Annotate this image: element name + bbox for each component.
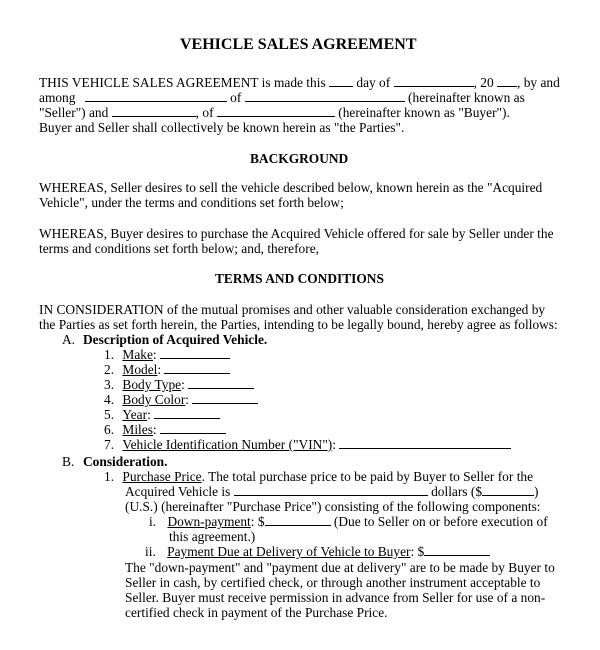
vehicle-vin-row: 7. Vehicle Identification Number ("VIN"):	[104, 437, 511, 452]
body-color-blank[interactable]	[192, 392, 258, 404]
miles-blank[interactable]	[160, 422, 226, 434]
whereas-seller-line-1: WHEREAS, Seller desires to sell the vehicle described below, known herein as the "Acquired	[39, 180, 543, 195]
body-type-blank[interactable]	[188, 377, 254, 389]
make-blank[interactable]	[160, 347, 230, 359]
payment-terms-line-1: The "down-payment" and "payment due at delivery" are to be made by Buyer to	[125, 560, 555, 575]
background-heading: BACKGROUND	[250, 151, 349, 166]
purchase-price-line-3: (U.S.) (hereinafter "Purchase Price") consisting of the following components:	[125, 499, 541, 514]
section-a-heading: Description of Acquired Vehicle.	[83, 332, 268, 347]
section-b-letter: B.	[62, 454, 75, 469]
purchase-price-line-2: Acquired Vehicle is dollars ($ )	[125, 484, 539, 499]
consideration-line-2: the Parties as set forth herein, the Parties, intending to be legally bound, hereby agree as follows:	[39, 317, 558, 332]
document-title: VEHICLE SALES AGREEMENT	[180, 36, 417, 53]
day-blank[interactable]	[329, 75, 353, 87]
whereas-buyer-line-2: terms and conditions set forth below; and, therefore,	[39, 241, 320, 256]
buyer-address-blank[interactable]	[217, 105, 335, 117]
whereas-buyer-line-1: WHEREAS, Buyer desires to purchase the Acquired Vehicle offered for sale by Seller under the	[39, 226, 554, 241]
vehicle-body-color-row: 4. Body Color:	[104, 392, 258, 407]
consideration-line-1: IN CONSIDERATION of the mutual promises and other valuable consideration exchanged by	[39, 302, 546, 317]
purchase-price-line-1: 1. Purchase Price. The total purchase price to be paid by Buyer to Seller for the	[104, 469, 534, 484]
vehicle-make-row: 1. Make:	[104, 347, 230, 362]
year-field-blank[interactable]	[154, 407, 220, 419]
payment-terms-line-2: Seller in cash, by certified check, or through another instrument acceptable to	[125, 575, 541, 590]
whereas-seller-line-2: Vehicle", under the terms and conditions set forth below;	[39, 195, 344, 210]
intro-line-2: among of (hereinafter known as	[39, 90, 525, 105]
model-blank[interactable]	[164, 362, 230, 374]
intro-line-3: "Seller") and , of (hereinafter known as "Buyer").	[39, 105, 510, 120]
delivery-payment-line: ii. Payment Due at Delivery of Vehicle to Buyer: $	[145, 544, 490, 559]
vin-blank[interactable]	[339, 437, 511, 449]
intro-line-4: Buyer and Seller shall collectively be known herein as "the Parties".	[39, 120, 405, 135]
seller-name-blank[interactable]	[85, 90, 227, 102]
vehicle-miles-row: 6. Miles:	[104, 422, 226, 437]
month-blank[interactable]	[394, 75, 474, 87]
down-payment-line-1: i. Down-payment: $ (Due to Seller on or before execution of	[149, 514, 548, 529]
vehicle-body-type-row: 3. Body Type:	[104, 377, 254, 392]
down-payment-line-2: this agreement.)	[169, 529, 256, 544]
down-payment-blank[interactable]	[265, 514, 331, 526]
payment-terms-line-4: certified check in payment of the Purchase Price.	[125, 605, 388, 620]
seller-address-blank[interactable]	[245, 90, 405, 102]
price-amount-blank[interactable]	[482, 484, 534, 496]
vehicle-model-row: 2. Model:	[104, 362, 230, 377]
terms-heading: TERMS AND CONDITIONS	[215, 271, 384, 286]
intro-line-1: THIS VEHICLE SALES AGREEMENT is made this day of , 20 , by and	[39, 75, 560, 90]
buyer-name-blank[interactable]	[112, 105, 196, 117]
vehicle-year-row: 5. Year:	[104, 407, 220, 422]
price-words-blank[interactable]	[234, 484, 428, 496]
year-blank[interactable]	[497, 75, 517, 87]
payment-terms-line-3: Seller. Buyer must receive permission in advance from Seller for use of a non-	[125, 590, 546, 605]
section-b-heading: Consideration.	[83, 454, 168, 469]
delivery-payment-blank[interactable]	[424, 544, 490, 556]
section-a-letter: A.	[62, 332, 76, 347]
